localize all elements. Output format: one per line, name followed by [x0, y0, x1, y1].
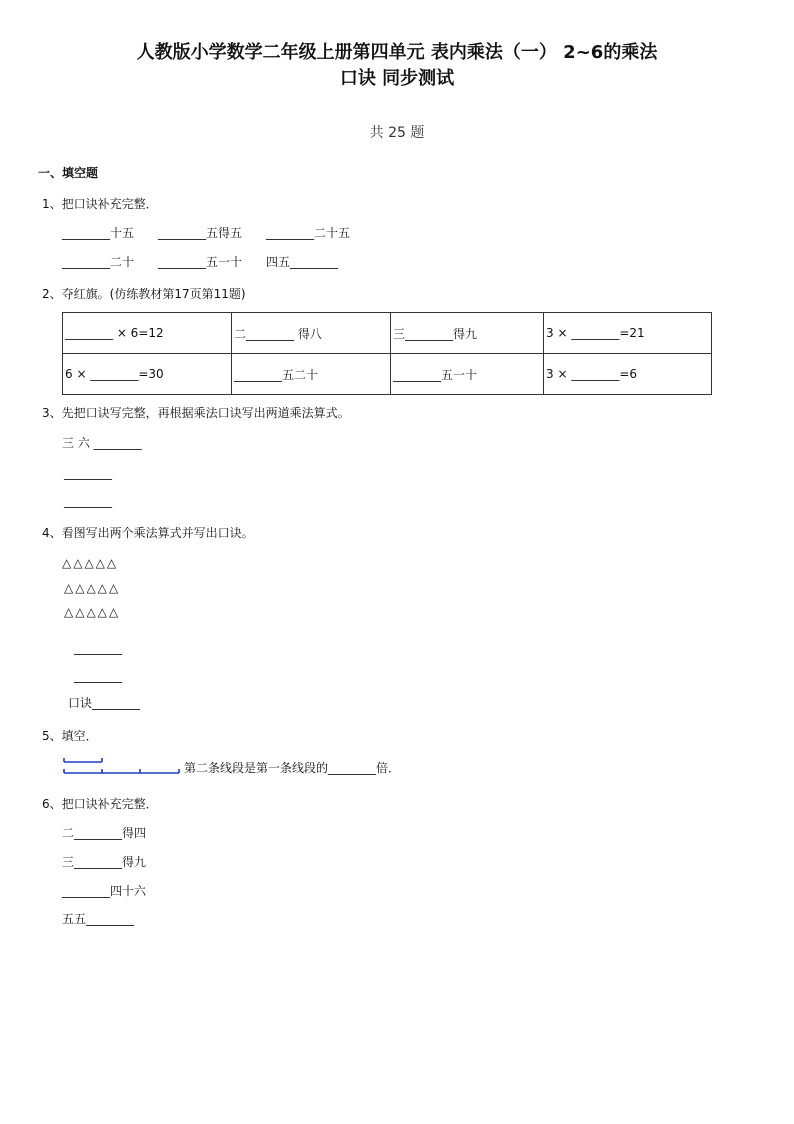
question-4-prompt: 4、看图写出两个乘法算式并写出口诀。 [42, 526, 254, 540]
question-5-prompt: 5、填空． [42, 729, 98, 743]
table-cell: 二________ 得八 [232, 313, 391, 354]
q6-blank: ________四十六 [62, 884, 147, 898]
q4-equation-blank: ________ [74, 669, 122, 683]
table-cell: 三________得九 [391, 313, 544, 354]
table-cell: ________五一十 [391, 354, 544, 395]
q1-blank: ________五一十 [158, 255, 243, 269]
q1-blank: 四五________ [266, 255, 339, 269]
line-segments-figure [62, 756, 182, 778]
q1-blank: ________十五 [62, 226, 135, 240]
triangle-row: △△△△△ [64, 581, 121, 595]
q3-equation-blank: ________ [64, 466, 112, 480]
q1-blank: ________二十 [62, 255, 135, 269]
q6-blank: 五五________ [62, 912, 135, 926]
q4-rhyme-blank: 口诀________ [68, 696, 141, 710]
q1-blank: ________五得五 [158, 226, 243, 240]
question-1-prompt: 1、把口诀补充完整． [42, 197, 158, 211]
q3-equation-blank: ________ [64, 494, 112, 508]
table-cell: 3 × ________=6 [544, 354, 712, 395]
table-cell: ________五二十 [232, 354, 391, 395]
question-3-prompt: 3、先把口诀写完整，再根据乘法口诀写出两道乘法算式。 [42, 406, 350, 420]
table-cell: 6 × ________=30 [63, 354, 232, 395]
table-row [63, 313, 712, 354]
question-count: 共 25 题 [369, 125, 425, 141]
q6-blank: 三________得九 [62, 855, 147, 869]
q6-blank: 二________得四 [62, 826, 147, 840]
table-cell: ________ × 6=12 [63, 313, 232, 354]
q5-statement: 第二条线段是第一条线段的________倍． [184, 761, 401, 775]
question-2-prompt: 2、夺红旗。(仿练教材第17页第11题) [42, 287, 246, 301]
q3-rhyme-blank: 三 六 ________ [62, 436, 142, 450]
section-heading: 一、填空题 [38, 166, 99, 180]
table-row [63, 354, 712, 395]
triangle-row: △△△△△ [62, 556, 119, 570]
red-flag-table [62, 312, 712, 395]
triangle-row: △△△△△ [64, 605, 121, 619]
question-6-prompt: 6、把口诀补充完整． [42, 797, 158, 811]
table-cell: 3 × ________=21 [544, 313, 712, 354]
page-title-line-1: 人教版小学数学二年级上册第四单元 表内乘法（一） 2~6的乘法 [136, 42, 658, 63]
q1-blank: ________二十五 [266, 226, 351, 240]
q4-equation-blank: ________ [74, 641, 122, 655]
page-title-line-2: 口诀 同步测试 [339, 68, 455, 89]
